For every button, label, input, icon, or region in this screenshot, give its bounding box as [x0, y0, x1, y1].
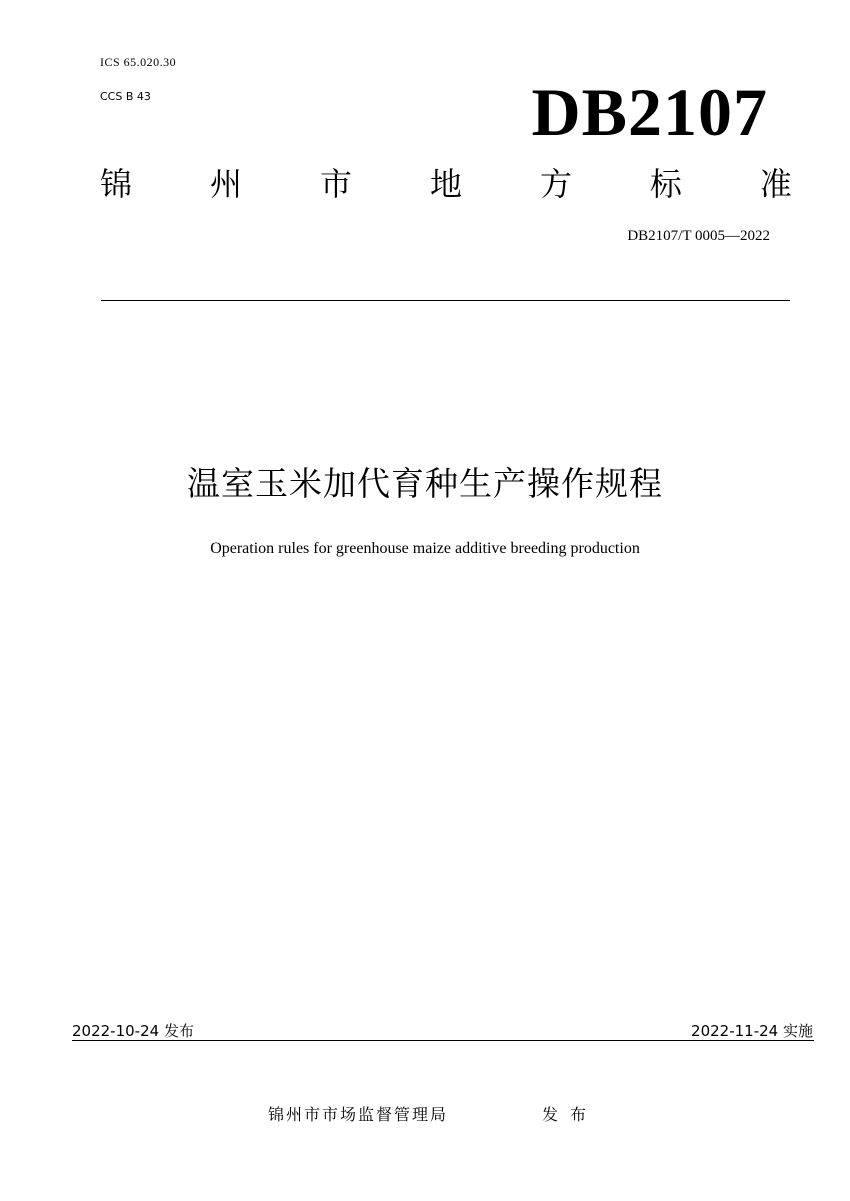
standard-type-char: 方 [539, 165, 572, 203]
standard-type-heading [100, 164, 792, 204]
publish-label: 发布 [542, 1105, 599, 1124]
standard-type-char: 市 [319, 165, 352, 203]
standard-type-char: 准 [759, 165, 792, 203]
ics-code: ICS 65.020.30 [100, 55, 177, 69]
standard-number: DB2107/T 0005—2022 [627, 228, 770, 244]
document-title-chinese: 温室玉米加代育种生产操作规程 [187, 464, 663, 503]
standard-type-char: 标 [649, 165, 682, 203]
header-divider [101, 300, 790, 301]
standard-code-large: DB2107 [531, 74, 768, 150]
document-title-english: Operation rules for greenhouse maize additive breeding production [210, 540, 640, 557]
standard-type-char: 地 [429, 165, 462, 203]
footer-divider [72, 1040, 814, 1041]
publisher-name: 锦州市市场监督管理局 [268, 1105, 449, 1124]
implementation-date: 2022-11-24 实施 [691, 1022, 813, 1040]
standard-type-char: 州 [209, 165, 242, 203]
issue-date: 2022-10-24 发布 [72, 1022, 194, 1040]
ccs-code: CCS B 43 [100, 90, 151, 103]
standard-type-char: 锦 [100, 165, 133, 203]
